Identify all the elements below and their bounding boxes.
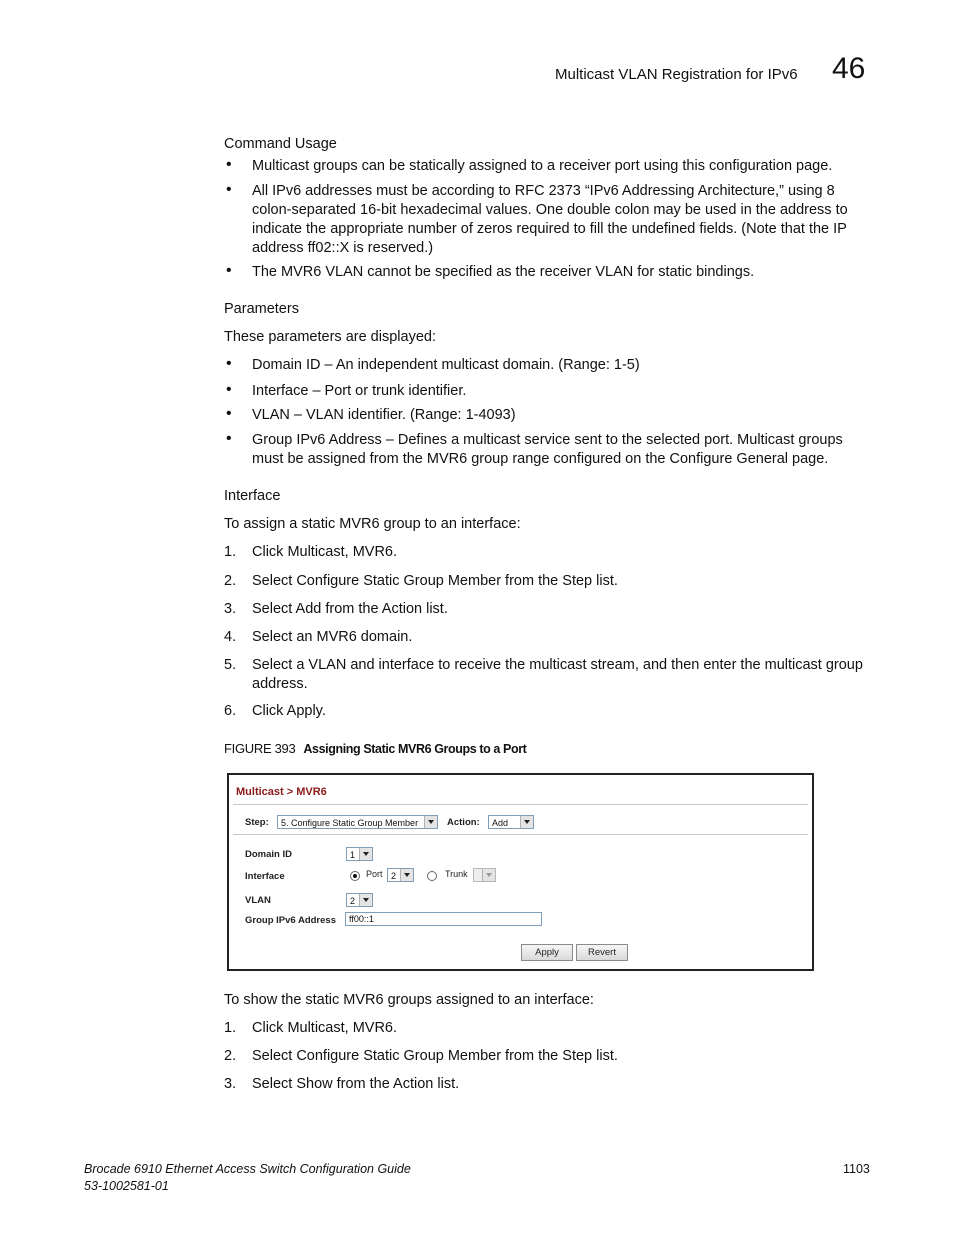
port-radio[interactable] <box>350 871 360 881</box>
interface-heading: Interface <box>224 488 281 504</box>
step-select[interactable]: 5. Configure Static Group Member <box>277 815 438 829</box>
list-item: • All IPv6 addresses must be according to RFC 2373 “IPv6 Addressing Architecture,” using 8 colon-separated 16-bit hexadecimal values. One double colon may be used in the address to indicate the appropriate number of zeros required to fill the undefined fields. (Note that the IP address ff02::X is reserved.) <box>226 181 848 256</box>
param-term: Interface <box>252 383 309 399</box>
vlan-label: VLAN <box>245 895 271 906</box>
step-item: 3. Select Show from the Action list. <box>224 1076 460 1092</box>
footer-page-number: 1103 <box>843 1162 870 1176</box>
divider <box>233 834 808 835</box>
revert-button[interactable]: Revert <box>576 944 628 961</box>
step-item: 6. Click Apply. <box>224 703 326 719</box>
show-intro: To show the static MVR6 groups assigned to an interface: <box>224 992 594 1008</box>
parameters-intro: These parameters are displayed: <box>224 329 436 345</box>
list-item: • VLAN – VLAN identifier. (Range: 1-4093) <box>226 405 516 423</box>
list-item: • Multicast groups can be statically assigned to a receiver port using this configuration page. <box>226 156 833 174</box>
step-item: 3. Select Add from the Action list. <box>224 601 448 617</box>
chevron-down-icon <box>482 869 495 881</box>
footer-guide-title: Brocade 6910 Ethernet Access Switch Configuration Guide <box>84 1162 411 1176</box>
divider <box>233 804 808 805</box>
chevron-down-icon <box>520 816 533 828</box>
chevron-down-icon <box>424 816 437 828</box>
step-item: 1. Click Multicast, MVR6. <box>224 1020 398 1036</box>
port-label: Port <box>366 869 383 879</box>
param-term: VLAN <box>252 407 290 423</box>
step-item: 1. Click Multicast, MVR6. <box>224 544 398 560</box>
list-item: • Group IPv6 Address – Defines a multicast service sent to the selected port. Multicast groups must be assigned from the MVR6 group range configured on the Configure General page. <box>226 430 843 467</box>
step-label: Step: <box>245 817 269 828</box>
section-title: Multicast VLAN Registration for IPv6 <box>555 66 798 83</box>
group-ipv6-input[interactable]: ff00::1 <box>345 912 542 926</box>
chevron-down-icon <box>359 848 372 860</box>
step-item: 2. Select Configure Static Group Member from the Step list. <box>224 1048 618 1064</box>
param-term: Group IPv6 Address <box>252 432 382 448</box>
step-item: 5. Select a VLAN and interface to receive the multicast stream, and then enter the multicast group address. <box>224 657 863 692</box>
action-select[interactable]: Add <box>488 815 534 829</box>
apply-button[interactable]: Apply <box>521 944 573 961</box>
list-item: • The MVR6 VLAN cannot be specified as the receiver VLAN for static bindings. <box>226 262 755 280</box>
chevron-down-icon <box>359 894 372 906</box>
footer-doc-number: 53-1002581-01 <box>84 1179 169 1193</box>
interface-label: Interface <box>245 871 285 882</box>
list-item: • Interface – Port or trunk identifier. <box>226 381 467 399</box>
chapter-number: 46 <box>832 52 866 85</box>
breadcrumb: Multicast > MVR6 <box>236 786 327 798</box>
mvr6-config-panel <box>227 773 814 971</box>
param-term: Domain ID <box>252 357 321 373</box>
trunk-radio[interactable] <box>427 871 437 881</box>
list-item: • Domain ID – An independent multicast domain. (Range: 1-5) <box>226 355 640 373</box>
trunk-select[interactable] <box>473 868 496 882</box>
action-label: Action: <box>447 817 480 828</box>
figure-caption: FIGURE 393 Assigning Static MVR6 Groups to a Port <box>224 741 527 756</box>
domain-id-label: Domain ID <box>245 849 292 860</box>
domain-id-select[interactable]: 1 <box>346 847 373 861</box>
step-item: 2. Select Configure Static Group Member from the Step list. <box>224 573 618 589</box>
group-ipv6-label: Group IPv6 Address <box>245 915 336 926</box>
command-usage-heading: Command Usage <box>224 136 337 152</box>
vlan-select[interactable]: 2 <box>346 893 373 907</box>
trunk-label: Trunk <box>445 869 468 879</box>
parameters-heading: Parameters <box>224 301 299 317</box>
port-select[interactable]: 2 <box>387 868 414 882</box>
chevron-down-icon <box>400 869 413 881</box>
step-item: 4. Select an MVR6 domain. <box>224 629 413 645</box>
interface-intro: To assign a static MVR6 group to an interface: <box>224 516 521 532</box>
